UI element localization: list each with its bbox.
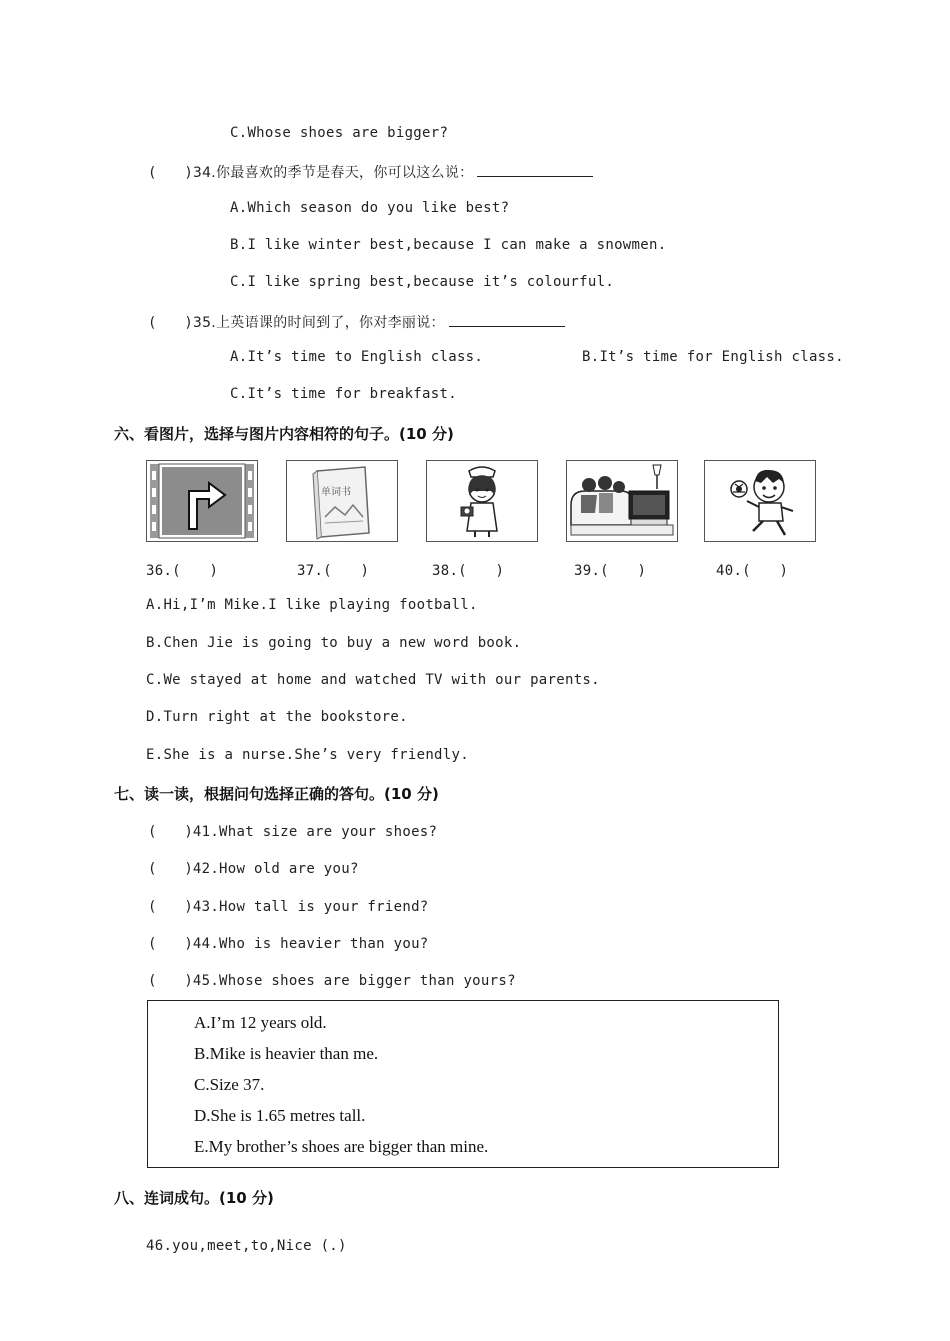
section6-option-e: E.She is a nurse.She’s very friendly. [146,747,469,763]
family-watching-tv-icon [567,461,677,541]
section7-title: 七、读一读，根据问句选择正确的答句。(10 分) [114,785,439,803]
section8-title: 八、连词成句。(10 分) [114,1189,274,1207]
question-41-text: 41.What size are your shoes? [192,824,438,840]
picture-number-39[interactable]: 39.( ) [574,563,647,579]
answer-option-a: A.I’m 12 years old. [194,1013,327,1032]
q35-option-a: A.It’s time to English class. [230,349,484,365]
picture-39 [566,460,678,542]
picture-number-37[interactable]: 37.( ) [297,563,370,579]
section6-option-c: C.We stayed at home and watched TV with our parents. [146,672,600,688]
answer-option-b: B.Mike is heavier than me. [194,1044,379,1063]
question-41 [148,821,437,841]
q34-line [148,162,593,182]
picture-number-36[interactable]: 36.( ) [146,563,219,579]
answer-parenthesis[interactable]: ( ) [148,824,193,840]
q34-prompt: 34.你最喜欢的季节是春天，你可以这么说： [192,165,474,181]
q35-prompt: 35.上英语课的时间到了，你对李丽说： [192,315,445,331]
picture-37 [286,460,398,542]
answer-options-box [147,1000,779,1168]
picture-36 [146,460,258,542]
section6-title: 六、看图片，选择与图片内容相符的句子。(10 分) [114,425,454,443]
word-book-icon [287,461,397,541]
answer-parenthesis[interactable]: ( ) [148,973,193,989]
answer-parenthesis[interactable]: ( ) [148,165,193,181]
answer-option-c: C.Size 37. [194,1075,265,1094]
q34-answer-blank[interactable] [477,162,593,177]
question-43 [148,896,429,916]
section6-option-a: A.Hi,I’m Mike.I like playing football. [146,597,478,613]
question-42-text: 42.How old are you? [192,861,359,877]
q34-option-b: B.I like winter best,because I can make a snowmen. [230,237,667,253]
picture-number-40[interactable]: 40.( ) [716,563,789,579]
question-46: 46.you,meet,to,Nice (.) [146,1238,347,1254]
nurse-icon [427,461,537,541]
q35-line [148,312,565,332]
answer-option-d: D.She is 1.65 metres tall. [194,1106,366,1125]
q33-option-c: C.Whose shoes are bigger? [230,125,449,141]
turn-right-sign-icon [147,461,257,541]
picture-number-38[interactable]: 38.( ) [432,563,505,579]
q35-option-c: C.It’s time for breakfast. [230,386,457,402]
section6-option-d: D.Turn right at the bookstore. [146,709,408,725]
boy-playing-football-icon [705,461,815,541]
answer-parenthesis[interactable]: ( ) [148,936,193,952]
q34-option-c: C.I like spring best,because it’s colourful. [230,274,615,290]
question-45-text: 45.Whose shoes are bigger than yours? [192,973,516,989]
picture-38 [426,460,538,542]
question-44-text: 44.Who is heavier than you? [192,936,429,952]
question-43-text: 43.How tall is your friend? [192,899,429,915]
answer-parenthesis[interactable]: ( ) [148,899,193,915]
picture-40 [704,460,816,542]
answer-parenthesis[interactable]: ( ) [148,315,193,331]
question-44 [148,933,429,953]
question-42 [148,858,359,878]
question-45 [148,970,516,990]
q35-option-b: B.It’s time for English class. [582,349,844,365]
answer-option-e: E.My brother’s shoes are bigger than mine. [194,1137,489,1156]
answer-parenthesis[interactable]: ( ) [148,861,193,877]
word-book-label: 单词书 [321,487,351,498]
q35-answer-blank[interactable] [449,312,565,327]
q34-option-a: A.Which season do you like best? [230,200,510,216]
section6-option-b: B.Chen Jie is going to buy a new word book. [146,635,522,651]
